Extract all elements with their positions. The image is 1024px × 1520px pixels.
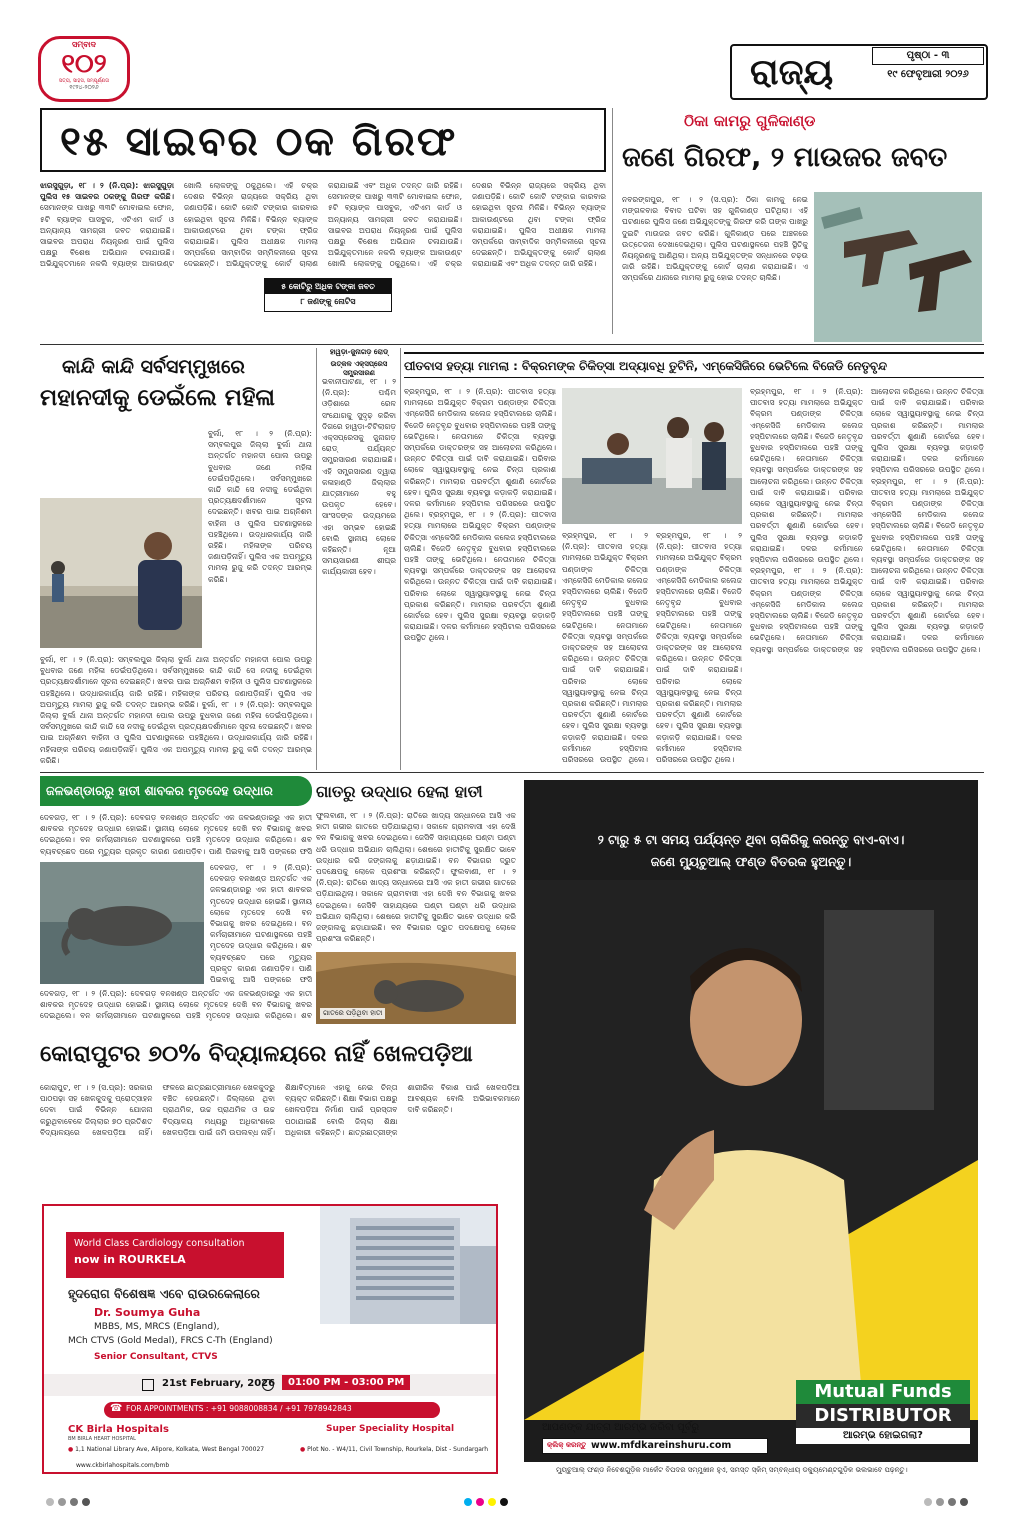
hospital-ad <box>42 1204 498 1474</box>
logo-sub: ସତ୍ୟ, ସାହସ, ସମ୍ପୂର୍ଣ୍ଣତା <box>58 78 110 84</box>
express-text: ଭବାନୀପାଟଣା, ୧୮ । ୨ (ନି.ପ୍ର): ପଶ୍ଚିମ ଓଡ଼ିଶାରେ ରେଳ ସଂଯୋଗକୁ ସୁଦୃଢ଼ କରିବା ଦିଗରେ ହାୱଡ଼ା-ଟିଟିଲାଗଡ଼ ଏକ୍ସପ୍ରେସକୁ ଜୁନାଗଡ଼ ରୋଡ୍ ପର୍ଯ୍ୟନ୍ତ ସମ୍ପ୍ରସାରଣ କରାଯାଇଛି। ଏହି ସମ୍ପ୍ରସାରଣ ଦ୍ୱାରା କଳାହାଣ୍ଡି ଜିଲ୍ଲାର ଯାତ୍ରୀମାନେ ବହୁ ଉପକୃତ ହେବେ। ସାଂସଦଙ୍କ ଉଦ୍ୟମରେ ଏହା ସମ୍ଭବ ହୋଇଛି ବୋଲି ସ୍ଥାନୀୟ ଲୋକେ କହିଛନ୍ତି। ନୂଆ ସମୟସାରଣୀ ଶୀଘ୍ର କାର୍ଯ୍ୟକାରୀ ହେବ। <box>322 377 396 577</box>
banner-line-1: World Class Cardiology consultation <box>74 1238 245 1249</box>
elephant-calf-water-photo <box>40 862 204 984</box>
mf-badge-line-3: ଆରମ୍ଭ ହୋଇଗଲା? <box>796 1428 970 1444</box>
calf-body-bottom <box>40 988 312 1022</box>
ck-birla-brand: CK Birla Hospitals <box>68 1424 169 1435</box>
cyber-highlight-2: ୮ ଜଣଙ୍କୁ ନୋଟିସ <box>300 297 356 306</box>
murder-headline: ପୀତବାସ ହତ୍ୟା ମାମଲା : ବିକ୍ରମଙ୍କ ଚିକିତ୍ସା ଅଦ୍ୟାବଧି ତୁଟିନି, ଏମ୍‌କେସିଜିରେ ଭେଟିଲେ ବିଜେଡି ନେତୃବୃନ୍ଦ <box>404 359 887 373</box>
mf-headline-2: ଜଣେ ମ୍ୟୁଚୁଆଲ୍ ଫଣ୍ଡ ବିତରକ ହୁଅନ୍ତୁ। <box>650 854 852 869</box>
cyber-text: ସେମାନଙ୍କ ପାଖରୁ ୩୩ଟି ମୋବାଇଲ ଫୋନ, ୫ଟି ବ୍ୟାଙ୍କ ପାସବୁକ, ଏଟିଏମ କାର୍ଡ ଓ ଅନ୍ୟାନ୍ୟ ସାମଗ୍ରୀ ଜବତ କରାଯାଇଛି। ସାଇବର ଅପରାଧ ନିୟନ୍ତ୍ରଣ ପାଇଁ ପୁଲିସ ପକ୍ଷରୁ ବିଶେଷ ଅଭିଯାନ ଚଳାଯାଉଛି। ଅଭିଯୁକ୍ତମାନେ ନକଲି ବ୍ୟାଙ୍କ ଆକାଉଣ୍ଟ ଖୋଲି ଲୋକଙ୍କୁ ଠକୁଥିଲେ। ଏହି ଚକ୍ର ଦେଶର ବିଭିନ୍ନ ରାଜ୍ୟରେ ସକ୍ରିୟ ଥିବା ଜଣାପଡ଼ିଛି। କୋଟି କୋଟି ଟଙ୍କାର କାରବାର ହୋଇଥିବା ସୂଚନା ମିଳିଛି। ବିଭିନ୍ନ ବ୍ୟାଙ୍କ ଆକାଉଣ୍ଟରେ ଥିବା ଟଙ୍କା ଫ୍ରିଜ କରାଯାଇଛି। ପୁଲିସ ଅଧୀକ୍ଷକ ମାମଲା ସମ୍ପର୍କରେ ସାମ୍ବାଦିକ ସମ୍ମିଳନୀରେ ସୂଚନା ଦେଇଛନ୍ତି। ଅଭିଯୁକ୍ତଙ୍କୁ କୋର୍ଟ ଚାଲାଣ କରାଯାଇଛି ଏବଂ ଅଧିକ ତଦନ୍ତ ଜାରି ରହିଛି। <box>40 181 462 269</box>
mf-headline-1: ୨ ଟାରୁ ୫ ଟା ସମୟ ପର୍ଯ୍ୟନ୍ତ ଥିବା ଚାକିରିକୁ କରନ୍ତୁ ବାଏ-ବାଏ। <box>597 832 905 847</box>
story-elephant-calf <box>40 776 312 1026</box>
story-gun-arrest <box>618 108 982 340</box>
story-elephant-pit <box>316 776 516 1026</box>
pit-caption: ଗାତରେ ପଡ଼ିଥିବା ହାତୀ <box>320 1008 385 1019</box>
calendar-icon <box>142 1379 154 1391</box>
express-body <box>322 376 396 768</box>
doctor-name: Dr. Soumya Guha <box>94 1306 201 1319</box>
bridge-photo <box>40 498 202 648</box>
page-number: ପୃଷ୍ଠା - ୩ <box>872 47 984 65</box>
doctor-designation: Senior Consultant, CTVS <box>94 1352 218 1362</box>
playground-text: କୋରାପୁଟ, ୧୮ । ୨ (ସ.ପ୍ର): ସରକାର ପାଠପଢ଼ା ସହ ଖେଳକୁଦକୁ ପ୍ରୋତ୍ସାହନ ଦେବା ପାଇଁ ବିଭିନ୍ନ ଯୋଜନା କରୁଥିବାବେଳେ ଜିଲ୍ଲାର ୭୦ ପ୍ରତିଶତ ବିଦ୍ୟାଳୟରେ ଖେଳପଡ଼ିଆ ନାହିଁ। ଫଳରେ ଛାତ୍ରଛାତ୍ରୀମାନେ ଖେଳକୁଦରୁ ବଞ୍ଚିତ ହେଉଛନ୍ତି। ଜିଲ୍ଲାରେ ଥିବା ପ୍ରାଥମିକ, ଉଚ୍ଚ ପ୍ରାଥମିକ ଓ ଉଚ୍ଚ ବିଦ୍ୟାଳୟ ମଧ୍ୟରୁ ଅଧିକାଂଶରେ ଖେଳପଡ଼ିଆ ପାଇଁ ଜମି ଉପଲବ୍ଧ ନାହିଁ। ଶିକ୍ଷାବିତ୍‌ମାନେ ଏହାକୁ ନେଇ ଚିନ୍ତା ବ୍ୟକ୍ତ କରିଛନ୍ତି। ଶିକ୍ଷା ବିଭାଗ ପକ୍ଷରୁ ଖେଳପଡ଼ିଆ ନିର୍ମାଣ ପାଇଁ ପ୍ରସ୍ତାବ ପଠାଯାଇଛି ବୋଲି ଜିଲ୍ଲା ଶିକ୍ଷା ଅଧିକାରୀ କହିଛନ୍ତି। ଛାତ୍ରଛାତ୍ରୀଙ୍କ ଶାରୀରିକ ବିକାଶ ପାଇଁ ଖେଳପଡ଼ିଆ ଆବଶ୍ୟକ ବୋଲି ଅଭିଭାବକମାନେ ଦାବି କରିଛନ୍ତି। <box>40 1083 520 1137</box>
calf-body-right <box>210 862 312 984</box>
schedule-date: 21st February, 2026 <box>162 1378 276 1389</box>
playground-body <box>40 1082 520 1190</box>
express-kicker: ହାୱଡ଼ା-ଜୁନାଗଡ଼ ରୋଡ୍ <box>329 348 389 356</box>
calf-text-1: ଦେବଗଡ଼, ୧୮ । ୨ (ନି.ପ୍ର): ଦେବଗଡ଼ ବନଖଣ୍ଡ ଅନ୍ତର୍ଗତ ଏକ ଜଳଭଣ୍ଡାରରୁ ଏକ ହାତୀ ଶାବକର ମୃତଦେହ ଉଦ୍ଧାର ହୋଇଛି। ସ୍ଥାନୀୟ ଲୋକେ ମୃତଦେହ ଦେଖି ବନ ବିଭାଗକୁ ଖବର ଦେଇଥିଲେ। ବନ କର୍ମଚାରୀମାନେ ଘଟଣାସ୍ଥଳରେ ପହଞ୍ଚି ମୃତଦେହ ଉଦ୍ଧାର କରିଥିଲେ। ଶବ ବ୍ୟବଚ୍ଛେଦ ପରେ ମୃତ୍ୟୁର ପ୍ରକୃତ କାରଣ ଜଣାପଡ଼ିବ। ପାଣି ପିଇବାକୁ ଆସି ପଙ୍କରେ ଫସି <box>40 813 312 856</box>
hospital-photo <box>562 388 742 524</box>
murder-text-2: ବ୍ରହ୍ମପୁର, ୧୮ । ୨ (ନି.ପ୍ର): ପୀତବାସ ହତ୍ୟା ମାମଲାରେ ଅଭିଯୁକ୍ତ ବିକ୍ରମ ପଣ୍ଡାଙ୍କ ଚିକିତ୍ସା ଏମ୍‌କେସିଜି ମେଡିକାଲ କଲେଜ ହସ୍ପିଟାଲରେ ଚାଲିଛି। ବିଜେଡି ନେତୃବୃନ୍ଦ ବୁଧବାର ହସ୍ପିଟାଲରେ ପହଞ୍ଚି ତାଙ୍କୁ ଭେଟିଥିଲେ। ନେତାମାନେ ଚିକିତ୍ସା ବ୍ୟବସ୍ଥା ସମ୍ପର୍କରେ ଡାକ୍ତରଙ୍କ ସହ ଆଲୋଚନା କରିଥିଲେ। ଉନ୍ନତ ଚିକିତ୍ସା ପାଇଁ ଦାବି କରାଯାଇଛି। ପରିବାର ଲୋକେ ସ୍ୱାସ୍ଥ୍ୟାବସ୍ଥାକୁ ନେଇ ଚିନ୍ତା ପ୍ରକାଶ କରିଛନ୍ତି। ମାମଲାର ପରବର୍ତ୍ତୀ ଶୁଣାଣି କୋର୍ଟରେ ହେବ। ପୁଲିସ ସୁରକ୍ଷା ବ୍ୟବସ୍ଥା କଡ଼ାକଡ଼ି କରାଯାଇଛି। ଦଳର କର୍ମୀମାନେ ହସ୍ପିଟାଲ ପରିସରରେ ଉପସ୍ଥିତ ଥିଲେ। <box>404 510 556 643</box>
murder-body-left <box>404 386 556 766</box>
address-left <box>68 1446 288 1453</box>
logo-years: ୧୯୨୪-୨୦୨୬ <box>69 84 99 91</box>
river-text-cont: ବୁର୍ଲା, ୧୮ । ୨ (ନି.ପ୍ର): ସମ୍ବଲପୁର ଜିଲ୍ଲା ବୁର୍ଲା ଥାନା ଅନ୍ତର୍ଗତ ମହାନଦୀ ପୋଲ ଉପରୁ ବୁଧବାର ଜଣେ ମହିଳା ଡେଇଁପଡ଼ିଥିଲେ। ସର୍ବସମ୍ମୁଖରେ କାନ୍ଦି କାନ୍ଦି ସେ ନଦୀକୁ ଡେଇଁଥିବା ପ୍ରତ୍ୟକ୍ଷଦର୍ଶୀମାନେ ସୂଚନା ଦେଇଛନ୍ତି। ଖବର ପାଇ ଅଗ୍ନିଶମ ବାହିନୀ ଓ ପୁଲିସ ଘଟଣାସ୍ଥଳରେ ପହଞ୍ଚିଥିଲେ। ଉଦ୍ଧାରକାର୍ଯ୍ୟ ଜାରି ରହିଛି। ମହିଳାଙ୍କ ପରିଚୟ ଜଣାପଡ଼ିନାହିଁ। ପୁଲିସ ଏକ ଅପମୃତ୍ୟୁ ମାମଲା ରୁଜୁ କରି ତଦନ୍ତ ଆରମ୍ଭ କରିଛି। <box>40 655 312 709</box>
gun-photo <box>814 192 982 342</box>
murder-headline-box <box>404 352 984 378</box>
logo-number: ୧୦୨ <box>61 49 107 79</box>
story-river-jump <box>40 348 312 768</box>
banner-line-2: now in ROURKELA <box>74 1253 186 1266</box>
registration-dots <box>38 1494 986 1510</box>
address-right <box>300 1446 496 1453</box>
hospital-website[interactable]: www.ckbirlahospitals.com/bmb <box>76 1462 170 1469</box>
building-photo <box>320 1206 498 1324</box>
river-body-bottom <box>40 654 312 776</box>
mf-person-photo <box>524 880 978 1420</box>
murder-body-mid <box>562 530 742 766</box>
pit-body <box>316 810 516 948</box>
calf-headline-bar <box>40 776 312 806</box>
divider <box>316 348 317 770</box>
mf-click-label: କ୍ଲିକ୍ କରନ୍ତୁ <box>547 1441 587 1449</box>
playground-headline: କୋରାପୁଟର ୭୦% ବିଦ୍ୟାଳୟରେ ନାହିଁ ଖେଳପଡ଼ିଆ <box>40 1041 473 1067</box>
express-headline: ଉତ୍କଳ ଏକ୍ସପ୍ରେସ ସମ୍ପ୍ରସାରଣ <box>330 360 388 377</box>
river-headline-2: ମହାନଦୀକୁ ଡେଇଁଲେ ମହିଳା <box>40 385 275 411</box>
river-body <box>208 428 312 650</box>
page-date: ୧୯ ଫେବୃଆରୀ ୨୦୨୬ <box>887 69 969 80</box>
address-right-text: Plot No. - W4/11, Civil Township, Rourkela, Dist - Sundargarh <box>307 1446 489 1453</box>
divider <box>40 772 984 773</box>
calf-text-3: ଦେବଗଡ଼, ୧୮ । ୨ (ନି.ପ୍ର): ଦେବଗଡ଼ ବନଖଣ୍ଡ ଅନ୍ତର୍ଗତ ଏକ ଜଳଭଣ୍ଡାରରୁ ଏକ ହାତୀ ଶାବକର ମୃତଦେହ ଉଦ୍ଧାର ହୋଇଛି। ସ୍ଥାନୀୟ ଲୋକେ ମୃତଦେହ ଦେଖି ବନ ବିଭାଗକୁ ଖବର ଦେଇଥିଲେ। ବନ କର୍ମଚାରୀମାନେ ଘଟଣାସ୍ଥଳରେ ପହଞ୍ଚି ମୃତଦେହ ଉଦ୍ଧାର କରିଥିଲେ। ଶବ <box>40 989 312 1021</box>
murder-body-right <box>750 386 984 766</box>
story-utkal-express <box>322 348 396 768</box>
river-text-cont2: ବୁର୍ଲା, ୧୮ । ୨ (ନି.ପ୍ର): ସମ୍ବଲପୁର ଜିଲ୍ଲା ବୁର୍ଲା ଥାନା ଅନ୍ତର୍ଗତ ମହାନଦୀ ପୋଲ ଉପରୁ ବୁଧବାର ଜଣେ ମହିଳା ଡେଇଁପଡ଼ିଥିଲେ। ସର୍ବସମ୍ମୁଖରେ କାନ୍ଦି କାନ୍ଦି ସେ ନଦୀକୁ ଡେଇଁଥିବା ପ୍ରତ୍ୟକ୍ଷଦର୍ଶୀମାନେ ସୂଚନା ଦେଇଛନ୍ତି। ଖବର ପାଇ ଅଗ୍ନିଶମ ବାହିନୀ ଓ ପୁଲିସ ଘଟଣାସ୍ଥଳରେ ପହଞ୍ଚିଥିଲେ। ଉଦ୍ଧାରକାର୍ଯ୍ୟ ଜାରି ରହିଛି। ମହିଳାଙ୍କ ପରିଚୟ ଜଣାପଡ଼ିନାହିଁ। ପୁଲିସ ଏକ ଅପମୃତ୍ୟୁ ମାମଲା ରୁଜୁ କରି ତଦନ୍ତ ଆରମ୍ଭ କରିଛି। <box>40 699 312 765</box>
mf-tagline: ଆପଣଙ୍କ ଯାତ୍ରା ଆରମ୍ଭ କରିବା ପୂର୍ବରୁ <box>542 1422 700 1433</box>
murder-text-3: ବ୍ରହ୍ମପୁର, ୧୮ । ୨ (ନି.ପ୍ର): ପୀତବାସ ହତ୍ୟା ମାମଲାରେ ଅଭିଯୁକ୍ତ ବିକ୍ରମ ପଣ୍ଡାଙ୍କ ଚିକିତ୍ସା ଏମ୍‌କେସିଜି ମେଡିକାଲ କଲେଜ ହସ୍ପିଟାଲରେ ଚାଲିଛି। ବିଜେଡି ନେତୃବୃନ୍ଦ ବୁଧବାର ହସ୍ପିଟାଲରେ ପହଞ୍ଚି ତାଙ୍କୁ ଭେଟିଥିଲେ। ନେତାମାନେ ଚିକିତ୍ସା ବ୍ୟବସ୍ଥା ସମ୍ପର୍କରେ ଡାକ୍ତରଙ୍କ ସହ ଆଲୋଚନା କରିଥିଲେ। ଉନ୍ନତ ଚିକିତ୍ସା ପାଇଁ ଦାବି କରାଯାଇଛି। ପରିବାର ଲୋକେ ସ୍ୱାସ୍ଥ୍ୟାବସ୍ଥାକୁ ନେଇ ଚିନ୍ତା ପ୍ରକାଶ କରିଛନ୍ତି। ମାମଲାର ପରବର୍ତ୍ତୀ ଶୁଣାଣି କୋର୍ଟରେ ହେବ। ପୁଲିସ ସୁରକ୍ଷା ବ୍ୟବସ୍ଥା କଡ଼ାକଡ଼ି କରାଯାଇଛି। ଦଳର କର୍ମୀମାନେ ହସ୍ପିଟାଲ ପରିସରରେ ଉପସ୍ଥିତ ଥିଲେ। <box>562 531 648 765</box>
address-left-text: 1,1 National Library Ave, Alipore, Kolkata, West Bengal 700027 <box>75 1446 265 1453</box>
mf-badge <box>796 1380 970 1446</box>
river-photo <box>40 498 202 648</box>
story-cyber-fraud <box>40 108 608 334</box>
calf-headline: ଜଳଭଣ୍ଡାରରୁ ହାତୀ ଶାବକର ମୃତଦେହ ଉଦ୍ଧାର <box>46 783 273 798</box>
schedule-time: 01:00 PM - 03:00 PM <box>282 1375 410 1390</box>
appointments-bar <box>104 1402 440 1418</box>
cyber-headline: ୧୫ ସାଇବର ଠକ ଗିରଫ <box>60 119 458 165</box>
murder-text-6: ବ୍ରହ୍ମପୁର, ୧୮ । ୨ (ନି.ପ୍ର): ପୀତବାସ ହତ୍ୟା ମାମଲାରେ ଅଭିଯୁକ୍ତ ବିକ୍ରମ ପଣ୍ଡାଙ୍କ ଚିକିତ୍ସା ଏମ୍‌କେସିଜି ମେଡିକାଲ କଲେଜ ହସ୍ପିଟାଲରେ ଚାଲିଛି। ବିଜେଡି ନେତୃବୃନ୍ଦ ବୁଧବାର ହସ୍ପିଟାଲରେ ପହଞ୍ଚି ତାଙ୍କୁ ଭେଟିଥିଲେ। ନେତାମାନେ ଚିକିତ୍ସା ବ୍ୟବସ୍ଥା ସମ୍ପର୍କରେ ଡାକ୍ତରଙ୍କ ସହ ଆଲୋଚନା କରିଥିଲେ। ଉନ୍ନତ ଚିକିତ୍ସା ପାଇଁ ଦାବି କରାଯାଇଛି। ପରିବାର ଲୋକେ ସ୍ୱାସ୍ଥ୍ୟାବସ୍ଥାକୁ ନେଇ ଚିନ୍ତା ପ୍ରକାଶ କରିଛନ୍ତି। ମାମଲାର ପରବର୍ତ୍ତୀ ଶୁଣାଣି କୋର୍ଟରେ ହେବ। ପୁଲିସ ସୁରକ୍ଷା ବ୍ୟବସ୍ଥା କଡ଼ାକଡ଼ି କରାଯାଇଛି। ଦଳର କର୍ମୀମାନେ ହସ୍ପିଟାଲ ପରିସରରେ ଉପସ୍ଥିତ ଥିଲେ। <box>750 387 984 654</box>
pit-headline: ଗାତରୁ ଉଦ୍ଧାର ହେଲା ହାତୀ <box>316 782 483 801</box>
mutual-funds-ad <box>524 780 978 1462</box>
story-murder-case <box>404 348 984 768</box>
man-pointing-photo <box>524 880 978 1420</box>
masthead <box>0 0 1024 108</box>
calf-photo <box>40 862 204 984</box>
divider <box>400 348 401 770</box>
hospital-visit-photo <box>562 388 742 524</box>
cyber-highlight-1: ୫ କୋଟିରୁ ଅଧିକ ଟଙ୍କା ଜବତ <box>265 279 391 294</box>
gun-text: ନବରଙ୍ଗପୁର, ୧୮ । ୨ (ସ.ପ୍ର): ଠିକା କାମକୁ ନେଇ ମଙ୍ଗଳବାର ବିବାଦ ଘଟିବା ସହ ଗୁଳିକାଣ୍ଡ ଘଟିଥିଲା। ଏହି ଘଟଣାରେ ପୁଲିସ ଜଣେ ଅଭିଯୁକ୍ତଙ୍କୁ ଗିରଫ କରି ତାଙ୍କ ପାଖରୁ ଦୁଇଟି ମାଉଜର ଜବତ କରିଛି। ଗୁଳିକାଣ୍ଡ ପରେ ଅଞ୍ଚଳରେ ଉତ୍ତେଜନା ଦେଖାଦେଇଥିଲା। ପୁଲିସ ଘଟଣାସ୍ଥଳରେ ପହଞ୍ଚି ସ୍ଥିତିକୁ ନିୟନ୍ତ୍ରଣକୁ ଆଣିଥିଲା। ଅନ୍ୟ ଅଭିଯୁକ୍ତଙ୍କ ସନ୍ଧାନରେ ଚଢ଼ଉ ଜାରି ରହିଛି। ଅଭିଯୁକ୍ତଙ୍କୁ କୋର୍ଟ ଚାଲାଣ କରାଯାଇଛି। ଏ ସମ୍ପର୍କରେ ଥାନାରେ ମାମଲା ରୁଜୁ ହୋଇ ତଦନ୍ତ ଚାଲିଛି। <box>622 195 808 283</box>
mf-url: www.mfdkareinshuru.com <box>591 1440 732 1451</box>
river-text: ବୁର୍ଲା, ୧୮ । ୨ (ନି.ପ୍ର): ସମ୍ବଲପୁର ଜିଲ୍ଲା ବୁର୍ଲା ଥାନା ଅନ୍ତର୍ଗତ ମହାନଦୀ ପୋଲ ଉପରୁ ବୁଧବାର ଜଣେ ମହିଳା ଡେଇଁପଡ଼ିଥିଲେ। ସର୍ବସମ୍ମୁଖରେ କାନ୍ଦି କାନ୍ଦି ସେ ନଦୀକୁ ଡେଇଁଥିବା ପ୍ରତ୍ୟକ୍ଷଦର୍ଶୀମାନେ ସୂଚନା ଦେଇଛନ୍ତି। ଖବର ପାଇ ଅଗ୍ନିଶମ ବାହିନୀ ଓ ପୁଲିସ ଘଟଣାସ୍ଥଳରେ ପହଞ୍ଚିଥିଲେ। ଉଦ୍ଧାରକାର୍ଯ୍ୟ ଜାରି ରହିଛି। ମହିଳାଙ୍କ ପରିଚୟ ଜଣାପଡ଼ିନାହିଁ। ପୁଲିସ ଏକ ଅପମୃତ୍ୟୁ ମାମଲା ରୁଜୁ କରି ତଦନ୍ତ ଆରମ୍ଭ କରିଛି। <box>208 429 312 584</box>
location-icon-right: ● <box>300 1446 306 1453</box>
hospital-type: Super Speciality Hospital <box>326 1424 455 1434</box>
cyber-text-more: ସେମାନଙ୍କ ପାଖରୁ ୩୩ଟି ମୋବାଇଲ ଫୋନ, ୫ଟି ବ୍ୟାଙ୍କ ପାସବୁକ, ଏଟିଏମ କାର୍ଡ ଓ ଅନ୍ୟାନ୍ୟ ସାମଗ୍ରୀ ଜବତ କରାଯାଇଛି। ସାଇବର ଅପରାଧ ନିୟନ୍ତ୍ରଣ ପାଇଁ ପୁଲିସ ପକ୍ଷରୁ ବିଶେଷ ଅଭିଯାନ ଚଳାଯାଉଛି। ଅଭିଯୁକ୍ତମାନେ ନକଲି ବ୍ୟାଙ୍କ ଆକାଉଣ୍ଟ ଖୋଲି ଲୋକଙ୍କୁ ଠକୁଥିଲେ। ଏହି ଚକ୍ର ଦେଶର ବିଭିନ୍ନ ରାଜ୍ୟରେ ସକ୍ରିୟ ଥିବା ଜଣାପଡ଼ିଛି। କୋଟି କୋଟି ଟଙ୍କାର କାରବାର ହୋଇଥିବା ସୂଚନା ମିଳିଛି। ବିଭିନ୍ନ ବ୍ୟାଙ୍କ ଆକାଉଣ୍ଟରେ ଥିବା ଟଙ୍କା ଫ୍ରିଜ କରାଯାଇଛି। ପୁଲିସ ଅଧୀକ୍ଷକ ମାମଲା ସମ୍ପର୍କରେ ସାମ୍ବାଦିକ ସମ୍ମିଳନୀରେ ସୂଚନା ଦେଇଛନ୍ତି। ଅଭିଯୁକ୍ତଙ୍କୁ କୋର୍ଟ ଚାଲାଣ କରାଯାଇଛି ଏବଂ ଅଧିକ ତଦନ୍ତ ଜାରି ରହିଛି। <box>328 181 606 269</box>
calf-body-top <box>40 812 312 858</box>
cyber-headline-box <box>40 108 606 172</box>
section-title: ରାଜ୍ୟ <box>750 52 834 93</box>
murder-text-4: ବ୍ରହ୍ମପୁର, ୧୮ । ୨ (ନି.ପ୍ର): ପୀତବାସ ହତ୍ୟା ମାମଲାରେ ଅଭିଯୁକ୍ତ ବିକ୍ରମ ପଣ୍ଡାଙ୍କ ଚିକିତ୍ସା ଏମ୍‌କେସିଜି ମେଡିକାଲ କଲେଜ ହସ୍ପିଟାଲରେ ଚାଲିଛି। ବିଜେଡି ନେତୃବୃନ୍ଦ ବୁଧବାର ହସ୍ପିଟାଲରେ ପହଞ୍ଚି ତାଙ୍କୁ ଭେଟିଥିଲେ। ନେତାମାନେ ଚିକିତ୍ସା ବ୍ୟବସ୍ଥା ସମ୍ପର୍କରେ ଡାକ୍ତରଙ୍କ ସହ ଆଲୋଚନା କରିଥିଲେ। ଉନ୍ନତ ଚିକିତ୍ସା ପାଇଁ ଦାବି କରାଯାଇଛି। ପରିବାର ଲୋକେ ସ୍ୱାସ୍ଥ୍ୟାବସ୍ଥାକୁ ନେଇ ଚିନ୍ତା ପ୍ରକାଶ କରିଛନ୍ତି। ମାମଲାର ପରବର୍ତ୍ତୀ ଶୁଣାଣି କୋର୍ଟରେ ହେବ। ପୁଲିସ ସୁରକ୍ଷା ବ୍ୟବସ୍ଥା କଡ଼ାକଡ଼ି କରାଯାଇଛି। ଦଳର କର୍ମୀମାନେ ହସ୍ପିଟାଲ ପରିସରରେ ଉପସ୍ଥିତ ଥିଲେ। <box>656 531 742 765</box>
gun-kicker: ଠିକା କାମରୁ ଗୁଳିକାଣ୍ଡ <box>684 112 816 130</box>
murder-text-7: ବ୍ରହ୍ମପୁର, ୧୮ । ୨ (ନି.ପ୍ର): ପୀତବାସ ହତ୍ୟା ମାମଲାରେ ଅଭିଯୁକ୍ତ ବିକ୍ରମ ପଣ୍ଡାଙ୍କ ଚିକିତ୍ସା ଏମ୍‌କେସିଜି ମେଡିକାଲ କଲେଜ ହସ୍ପିଟାଲରେ ଚାଲିଛି। ବିଜେଡି ନେତୃବୃନ୍ଦ ବୁଧବାର ହସ୍ପିଟାଲରେ ପହଞ୍ଚି ତାଙ୍କୁ ଭେଟିଥିଲେ। ନେତାମାନେ ଚିକିତ୍ସା ବ୍ୟବସ୍ଥା ସମ୍ପର୍କରେ ଡାକ୍ତରଙ୍କ ସହ ଆଲୋଚନା କରିଥିଲେ। ଉନ୍ନତ ଚିକିତ୍ସା ପାଇଁ ଦାବି କରାଯାଇଛି। ପରିବାର ଲୋକେ ସ୍ୱାସ୍ଥ୍ୟାବସ୍ଥାକୁ ନେଇ ଚିନ୍ତା ପ୍ରକାଶ କରିଛନ୍ତି। ମାମଲାର ପରବର୍ତ୍ତୀ ଶୁଣାଣି କୋର୍ଟରେ ହେବ। ପୁଲିସ ସୁରକ୍ଷା ବ୍ୟବସ୍ଥା କଡ଼ାକଡ଼ି କରାଯାଇଛି। ଦଳର କର୍ମୀମାନେ ହସ୍ପିଟାଲ ପରିସରରେ ଉପସ୍ଥିତ ଥିଲେ। <box>871 476 984 654</box>
divider <box>612 108 613 334</box>
murder-text-1: ବ୍ରହ୍ମପୁର, ୧୮ । ୨ (ନି.ପ୍ର): ପୀତବାସ ହତ୍ୟା ମାମଲାରେ ଅଭିଯୁକ୍ତ ବିକ୍ରମ ପଣ୍ଡାଙ୍କ ଚିକିତ୍ସା ଏମ୍‌କେସିଜି ମେଡିକାଲ କଲେଜ ହସ୍ପିଟାଲରେ ଚାଲିଛି। ବିଜେଡି ନେତୃବୃନ୍ଦ ବୁଧବାର ହସ୍ପିଟାଲରେ ପହଞ୍ଚି ତାଙ୍କୁ ଭେଟିଥିଲେ। ନେତାମାନେ ଚିକିତ୍ସା ବ୍ୟବସ୍ଥା ସମ୍ପର୍କରେ ଡାକ୍ତରଙ୍କ ସହ ଆଲୋଚନା କରିଥିଲେ। ଉନ୍ନତ ଚିକିତ୍ସା ପାଇଁ ଦାବି କରାଯାଇଛି। ପରିବାର ଲୋକେ ସ୍ୱାସ୍ଥ୍ୟାବସ୍ଥାକୁ ନେଇ ଚିନ୍ତା ପ୍ରକାଶ କରିଛନ୍ତି। ମାମଲାର ପରବର୍ତ୍ତୀ ଶୁଣାଣି କୋର୍ଟରେ ହେବ। ପୁଲିସ ସୁରକ୍ଷା ବ୍ୟବସ୍ଥା କଡ଼ାକଡ଼ି କରାଯାଇଛି। ଦଳର କର୍ମୀମାନେ ହସ୍ପିଟାଲ ପରିସରରେ ଉପସ୍ଥିତ ଥିଲେ। <box>404 387 556 520</box>
hospital-odia-line: ହୃଦରୋଗ ବିଶେଷଜ୍ଞ ଏବେ ରାଉରକେଲାରେ <box>68 1286 260 1301</box>
phone-icon: ☎ <box>110 1403 123 1414</box>
mauser-pistols-photo <box>814 192 982 342</box>
mf-url-box[interactable] <box>542 1438 768 1454</box>
pit-text: ଫୁଲବାଣୀ, ୧୮ । ୨ (ନି.ପ୍ର): ରାତିରେ ଖାଦ୍ୟ ସନ୍ଧାନରେ ଆସି ଏକ ହାତୀ ଗଭୀର ଗାତରେ ପଡ଼ିଯାଇଥିଲା। ସକାଳେ ଗ୍ରାମବାସୀ ଏହା ଦେଖି ବନ ବିଭାଗକୁ ଖବର ଦେଇଥିଲେ। ଜେସିବି ସାହାଯ୍ୟରେ ଘଣ୍ଟା ଘଣ୍ଟା ଧରି ଉଦ୍ଧାର ଅଭିଯାନ ଚାଲିଥିଲା। ଶେଷରେ ହାତୀଟିକୁ ସୁରକ୍ଷିତ ଭାବେ ଉଦ୍ଧାର କରି ଜଙ୍ଗଲକୁ ଛଡ଼ାଯାଇଛି। ବନ ବିଭାଗର ଦ୍ରୁତ ପଦକ୍ଷେପକୁ ଲୋକେ ପ୍ରଶଂସା କରିଛନ୍ତି। <box>316 811 516 877</box>
divider <box>40 344 984 345</box>
ck-birla-sub: BM BIRLA HEART HOSPITAL <box>68 1436 136 1442</box>
section-tab <box>730 44 988 100</box>
pit-text-more: ଫୁଲବାଣୀ, ୧୮ । ୨ (ନି.ପ୍ର): ରାତିରେ ଖାଦ୍ୟ ସନ୍ଧାନରେ ଆସି ଏକ ହାତୀ ଗଭୀର ଗାତରେ ପଡ଼ିଯାଇଥିଲା। ସକାଳେ ଗ୍ରାମବାସୀ ଏହା ଦେଖି ବନ ବିଭାଗକୁ ଖବର ଦେଇଥିଲେ। ଜେସିବି ସାହାଯ୍ୟରେ ଘଣ୍ଟା ଘଣ୍ଟା ଧରି ଉଦ୍ଧାର ଅଭିଯାନ ଚାଲିଥିଲା। ଶେଷରେ ହାତୀଟିକୁ ସୁରକ୍ଷିତ ଭାବେ ଉଦ୍ଧାର କରି ଜଙ୍ଗଲକୁ ଛଡ଼ାଯାଇଛି। ବନ ବିଭାଗର ଦ୍ରୁତ ପଦକ୍ଷେପକୁ ଲୋକେ ପ୍ରଶଂସା କରିଛନ୍ତି। <box>316 867 516 944</box>
appointments-text: FOR APPOINTMENTS : +91 9088008834 / +91 7978942843 <box>126 1404 352 1413</box>
cardiology-banner <box>66 1232 284 1278</box>
clock-icon <box>262 1379 274 1391</box>
anniversary-logo <box>38 36 130 102</box>
gun-headline: ଜଣେ ଗିରଫ, ୨ ମାଉଜର ଜବତ <box>622 142 948 173</box>
doctor-degrees-1: MBBS, MS, MRCS (England), <box>94 1322 220 1332</box>
logo-top: ସମ୍ବାଦ <box>72 40 96 49</box>
story-playgrounds <box>40 1030 520 1194</box>
doctor-degrees-2: MCh CTVS (Gold Medal), FRCS C-Th (England) <box>68 1336 273 1346</box>
mf-disclaimer: ମ୍ୟୁଚୁଆଲ୍ ଫଣ୍ଡ ନିବେଶଗୁଡ଼ିକ ମାର୍କେଟ ବିପଦର ସମ୍ମୁଖୀନ ହୁଏ, ସମସ୍ତ ସ୍କିମ୍ ସମ୍ବନ୍ଧୀୟ ଡକ୍ୟୁମେଣ୍ଟଗୁଡ଼ିକ ଭଲଭାବେ ପଢ଼ନ୍ତୁ। <box>556 1466 908 1474</box>
river-headline-1: କାନ୍ଦି କାନ୍ଦି ସର୍ବସମ୍ମୁଖରେ <box>62 356 245 378</box>
cyber-highlight-box <box>264 278 392 312</box>
footer-registration-marks <box>38 1494 986 1510</box>
murder-text-5: ବ୍ରହ୍ମପୁର, ୧୮ । ୨ (ନି.ପ୍ର): ପୀତବାସ ହତ୍ୟା ମାମଲାରେ ଅଭିଯୁକ୍ତ ବିକ୍ରମ ପଣ୍ଡାଙ୍କ ଚିକିତ୍ସା ଏମ୍‌କେସିଜି ମେଡିକାଲ କଲେଜ ହସ୍ପିଟାଲରେ ଚାଲିଛି। ବିଜେଡି ନେତୃବୃନ୍ଦ ବୁଧବାର ହସ୍ପିଟାଲରେ ପହଞ୍ଚି ତାଙ୍କୁ ଭେଟିଥିଲେ। ନେତାମାନେ ଚିକିତ୍ସା ବ୍ୟବସ୍ଥା ସମ୍ପର୍କରେ ଡାକ୍ତରଙ୍କ ସହ ଆଲୋଚନା କରିଥିଲେ। ଉନ୍ନତ ଚିକିତ୍ସା ପାଇଁ ଦାବି କରାଯାଇଛି। ପରିବାର ଲୋକେ ସ୍ୱାସ୍ଥ୍ୟାବସ୍ଥାକୁ ନେଇ ଚିନ୍ତା ପ୍ରକାଶ କରିଛନ୍ତି। ମାମଲାର ପରବର୍ତ୍ତୀ ଶୁଣାଣି କୋର୍ଟରେ ହେବ। ପୁଲିସ ସୁରକ୍ଷା ବ୍ୟବସ୍ଥା କଡ଼ାକଡ଼ି କରାଯାଇଛି। ଦଳର କର୍ମୀମାନେ ହସ୍ପିଟାଲ ପରିସରରେ ଉପସ୍ଥିତ ଥିଲେ। <box>750 387 863 565</box>
cyber-dateline: ଝାରସୁଗୁଡ଼ା, ୧୮ । ୨ (ନି.ପ୍ର): ଝାରସୁଗୁଡ଼ା ପୁଲିସ ୧୫ ସାଇବର ଠକଙ୍କୁ ଗିରଫ କରିଛି। <box>40 181 174 202</box>
mf-badge-line-2: DISTRIBUTOR <box>796 1404 970 1428</box>
mf-badge-line-1: Mutual Funds <box>796 1380 970 1404</box>
gun-body <box>622 194 808 340</box>
calf-text-2: ଦେବଗଡ଼, ୧୮ । ୨ (ନି.ପ୍ର): ଦେବଗଡ଼ ବନଖଣ୍ଡ ଅନ୍ତର୍ଗତ ଏକ ଜଳଭଣ୍ଡାରରୁ ଏକ ହାତୀ ଶାବକର ମୃତଦେହ ଉଦ୍ଧାର ହୋଇଛି। ସ୍ଥାନୀୟ ଲୋକେ ମୃତଦେହ ଦେଖି ବନ ବିଭାଗକୁ ଖବର ଦେଇଥିଲେ। ବନ କର୍ମଚାରୀମାନେ ଘଟଣାସ୍ଥଳରେ ପହଞ୍ଚି ମୃତଦେହ ଉଦ୍ଧାର କରିଥିଲେ। ଶବ ବ୍ୟବଚ୍ଛେଦ ପରେ ମୃତ୍ୟୁର ପ୍ରକୃତ କାରଣ ଜଣାପଡ଼ିବ। ପାଣି ପିଇବାକୁ ଆସି ପଙ୍କରେ ଫସି <box>210 863 312 984</box>
hospital-building-photo <box>320 1206 498 1324</box>
location-icon-left: ● <box>68 1446 74 1453</box>
schedule-bar <box>44 1374 498 1396</box>
